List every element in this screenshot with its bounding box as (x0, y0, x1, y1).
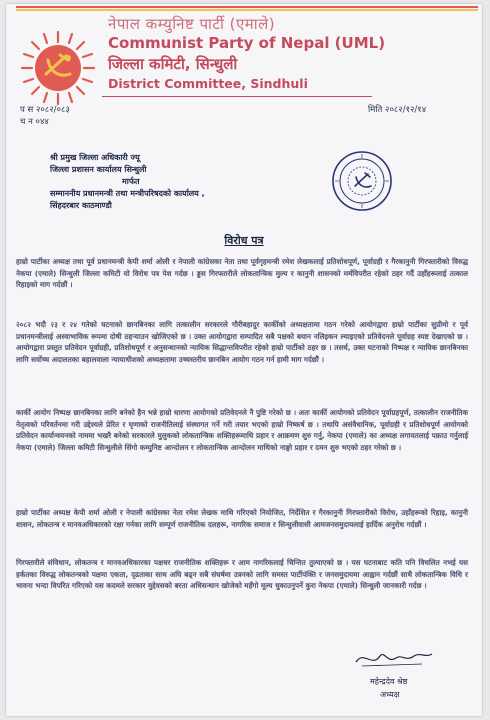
body-paragraph-2: २०८२ भदौ २३ र २४ गतेको घटनाको छानबिनका लागि तत्कालीन सरकारले गौरीबहादुर कार्कीको अध्यक्षतामा गठन गरेको आयोगद्वारा हाम्रो पार्टीका सुप्रीमो र पूर्व प्रधानमन्त्रीलाई अस्वाभाविक रूपमा दोषी ठहर्‍याउन खोजिएको छ । उक्त आयोगद्वारा सम्पादित सबै पक्षको बयान नलिइकन ल्याइएको प्रतिवेदनले पूर्वाग्रह स्पष्ट देखाएको छ । आयोगद्वारा प्रस्तुत प्रतिवेदन पूर्वाग्रही, प्रतिशोधपूर्ण र अनुसन्धानको न्यायिक सिद्धान्तविपरीत रहेको हाम्रो पार्टीको ठहर छ । तसर्थ, उक्त घटनाको निष्पक्ष र न्यायिक छानबिनका लागि सर्वोच्च अदालतका बहालवाला न्यायाधीशको अध्यक्षतामा उच्चस्तरीय छानबिन आयोग गठन गर्न हामी माग गर्दछौं । (16, 320, 468, 364)
letter-title: विरोध पत्र (224, 234, 264, 247)
recipient-line: श्री प्रमुख जिल्ला अधिकारी ज्यू (50, 153, 140, 162)
party-name-english: Communist Party of Nepal (UML) (108, 34, 386, 52)
top-stripe-red (16, 6, 478, 8)
party-name-nepali: नेपाल कम्युनिष्ट पार्टी (एमाले) (108, 15, 276, 33)
signatory-title: अध्यक्ष (380, 690, 400, 699)
circular-party-seal-icon (331, 150, 393, 212)
letter-page (6, 4, 482, 716)
letter-date: मिति २०८२/१२/१४ (368, 105, 427, 115)
recipient-line: मार्फत (122, 177, 140, 186)
signatory-name: महेन्द्रदेव श्रेष्ठ (370, 677, 408, 686)
recipient-line: सिंहदरबार काठमाण्डौ (50, 201, 112, 210)
recipient-line: जिल्ला प्रशासन कार्यालय सिन्धुली (50, 165, 147, 174)
body-paragraph-5: गिरफ्तारीले संविधान, लोकतन्त्र र मानवअधिकारका पक्षधर राजनीतिक शक्तिहरू र आम नागरिकलाई चिन्तित तुल्याएको छ । यस घटनाबाट कति पनि विचलित नभई यस हर्कतका विरुद्ध लोकतन्त्रको पक्षमा एकता, दृढताका साथ अघि बढ्न सबै संघर्षमा उत्रनको लागि समस्त पार्टीपंक्ति र जनसमुदायमा आह्वान गर्दछौं साथै लोकतान्त्रिक विधि र भावना भन्दा विपरित गरिएको यस कदमले सरकार मुद्देवसको बरता अधिसन्धान खोजेको महँगो मूल्य चुकाउनुपर्ने कुरा नेकपा (एमाले) सिन्धुली जानकारी गर्दछ । (16, 558, 468, 591)
dispatch-number: च न ०४४ (20, 117, 49, 127)
committee-name-nepali: जिल्ला कमिटी, सिन्धुली (108, 55, 238, 73)
body-paragraph-3: कार्की आयोग निष्पक्ष छानबिनका लागि बनेको हैन भन्ने हाम्रो धारणा आयोगको प्रतिवेदनले नै पुष्टि गरेको छ । अतः कार्की आयोगको प्रतिवेदन पूर्वाग्रहपूर्ण, तत्कालीन राजनीतिक नेतृत्वको परिवर्तनमा गरी उद्देश्यले प्रेरित र घृणाको राजनीतिलाई संस्थागत गर्ने गरी तयार भएको हाम्रो निष्कर्ष छ । तथापि असंवैधानिक, पूर्वाग्रही र प्रतिशोधपूर्ण आयोगको प्रतिवेदन कार्यान्वयनको नाममा भखरै बनेको सरकारले मुलुकको लोकतान्त्रिक शक्तिहरूमाथि प्रहार र आक्रमण शुरु गर्नु, नेकपा (एमाले) का अध्यक्ष लगायतलाई पक्राउ गर्नुलाई नेकपा (एमाले) जिल्ला कमिटी सिन्धुलीले सिंगो कम्युनिष्ट आन्दोलन र लोकतान्त्रिक आन्दोलन माथिको नाङ्गो प्रहार र दमन शुरु भएको ठहर गरेको छ । (16, 408, 468, 452)
committee-name-english: District Committee, Sindhuli (108, 76, 308, 91)
body-paragraph-4: हाम्रो पार्टीका अध्यक्ष केपी शर्मा ओली र नेपाली कांग्रेसका नेता रमेश लेखक माथि गरिएको नियोजित, निर्देशित र गैरकानुनी गिरफ्तारीको विरोध, उहाँहरूको रिहाइ, कानुनी शासन, लोकतन्त्र र मानवअधिकारको रक्षा गर्नका लागि सम्पूर्ण राजनीतिक दलहरू, नागरिक समाज र सिन्धुलीवासी आमजनसमुदायलाई हार्दिक अनुरोध गर्दछौं । (16, 508, 468, 529)
recipient-line: सम्माननीय प्रधानमन्त्री तथा मन्त्रीपरिषदको कार्यालय , (50, 189, 205, 198)
top-stripe-yellow (16, 9, 478, 11)
party-logo-icon (20, 30, 96, 106)
letter-number: प स २०८२/०८३ (20, 105, 70, 115)
body-paragraph-1: हाम्रो पार्टीका अध्यक्ष तथा पूर्व प्रधानमन्त्री केपी शर्मा ओली र नेपाली कांग्रेसका नेता तथा पूर्वगृहमन्त्री रमेश लेखकलाई प्रतिशोधपूर्ण, पूर्वाग्रही र गैरकानुनी गिरफ्तारीको विरुद्ध नेकपा (एमाले) सिन्धुली जिल्ला कमिटी यो विरोध पत्र पेश गर्दछ । ड्डस गिरफ्तारीले लोकतान्त्रिक मुल्य र कानुनी शासनको मर्मविपरीत रहेको ठहर गर्दै उहाँहरूलाई तत्काल रिहाइको माग गर्दछौं । (16, 257, 468, 290)
signature-icon (352, 644, 436, 672)
header-divider (102, 96, 372, 97)
